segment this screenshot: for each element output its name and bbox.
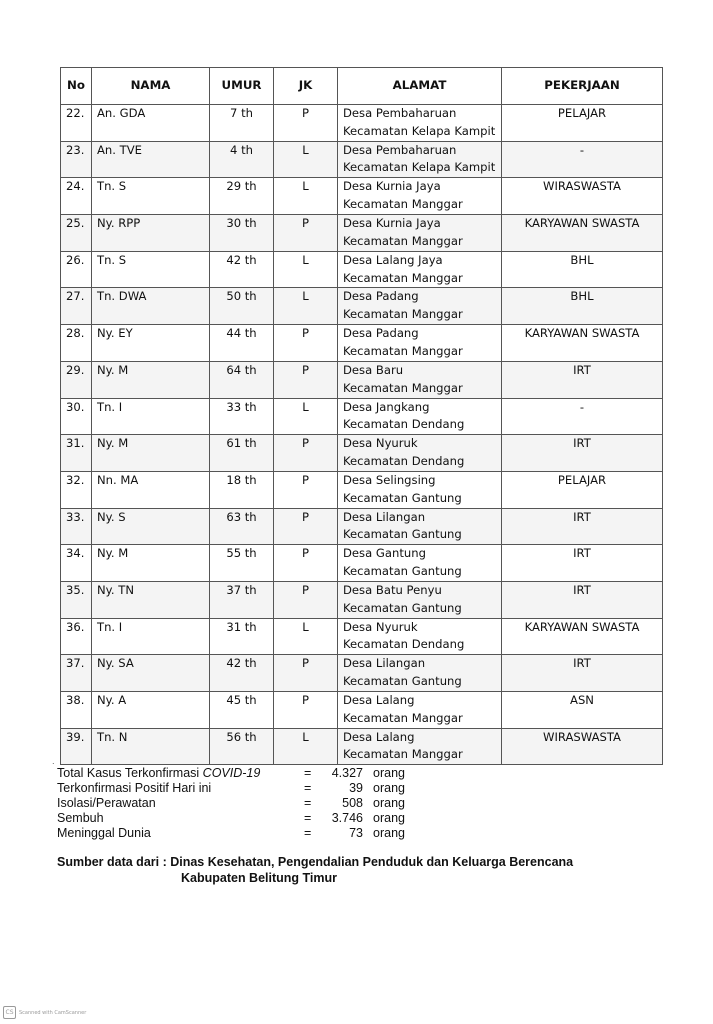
cell-jk: P	[274, 692, 338, 729]
cell-no: 36.	[61, 618, 92, 655]
header-alamat: ALAMAT	[338, 68, 502, 105]
alamat-desa: Desa Baru	[343, 362, 404, 377]
cell-jk: P	[274, 471, 338, 508]
alamat-desa: Desa Lalang Jaya	[343, 252, 443, 267]
summary-row	[57, 811, 417, 826]
cell-pekerjaan: IRT	[502, 545, 663, 582]
cell-umur: 56 th	[210, 728, 274, 765]
alamat-kecamatan: Kecamatan Gantung	[343, 490, 462, 505]
cell-alamat	[338, 178, 502, 215]
alamat-desa: Desa Nyuruk	[343, 619, 418, 634]
alamat-kecamatan: Kecamatan Dendang	[343, 453, 465, 468]
cell-no: 39.	[61, 728, 92, 765]
alamat-desa: Desa Padang	[343, 289, 419, 304]
table-row	[61, 618, 663, 655]
table-row	[61, 655, 663, 692]
source-line-1: Sumber data dari : Dinas Kesehatan, Pengendalian Penduduk dan Keluarga Berencana	[57, 855, 574, 869]
cell-alamat	[338, 655, 502, 692]
cell-alamat	[338, 581, 502, 618]
summary-equals: =	[304, 811, 312, 825]
table-body	[61, 105, 663, 765]
cell-umur: 64 th	[210, 361, 274, 398]
cell-alamat	[338, 398, 502, 435]
cell-umur: 30 th	[210, 215, 274, 252]
alamat-kecamatan: Kecamatan Manggar	[343, 747, 463, 762]
cell-alamat	[338, 508, 502, 545]
alamat-kecamatan: Kecamatan Manggar	[343, 343, 463, 358]
summary-value: 73	[349, 826, 363, 840]
cell-no: 26.	[61, 251, 92, 288]
cell-pekerjaan: PELAJAR	[502, 471, 663, 508]
cell-nama: An. TVE	[92, 141, 210, 178]
cell-nama: An. GDA	[92, 105, 210, 142]
cell-pekerjaan: PELAJAR	[502, 105, 663, 142]
cell-pekerjaan: -	[502, 398, 663, 435]
alamat-kecamatan: Kecamatan Manggar	[343, 380, 463, 395]
summary-equals: =	[304, 766, 312, 780]
cell-alamat	[338, 251, 502, 288]
alamat-kecamatan: Kecamatan Gantung	[343, 527, 462, 542]
table-row	[61, 398, 663, 435]
data-source-note	[57, 854, 573, 886]
header-nama: NAMA	[92, 68, 210, 105]
table-row	[61, 325, 663, 362]
cell-jk: L	[274, 618, 338, 655]
cell-jk: P	[274, 105, 338, 142]
summary-label: Isolasi/Perawatan	[57, 796, 156, 810]
cell-pekerjaan: -	[502, 141, 663, 178]
summary-row	[57, 796, 417, 811]
cell-jk: P	[274, 545, 338, 582]
table-row	[61, 435, 663, 472]
table-row	[61, 692, 663, 729]
cell-alamat	[338, 471, 502, 508]
cell-umur: 50 th	[210, 288, 274, 325]
table-row	[61, 288, 663, 325]
alamat-desa: Desa Padang	[343, 326, 419, 341]
cell-alamat	[338, 288, 502, 325]
cell-no: 34.	[61, 545, 92, 582]
cell-jk: L	[274, 251, 338, 288]
cell-jk: P	[274, 508, 338, 545]
cell-no: 27.	[61, 288, 92, 325]
table-row	[61, 215, 663, 252]
alamat-kecamatan: Kecamatan Gantung	[343, 600, 462, 615]
cell-nama: Ny. RPP	[92, 215, 210, 252]
cell-pekerjaan: IRT	[502, 361, 663, 398]
summary-block	[57, 766, 417, 841]
table-row	[61, 471, 663, 508]
cell-umur: 42 th	[210, 251, 274, 288]
header-pekerjaan: PEKERJAAN	[502, 68, 663, 105]
cell-pekerjaan: ASN	[502, 692, 663, 729]
cell-nama: Tn. S	[92, 251, 210, 288]
cell-jk: L	[274, 178, 338, 215]
cell-nama: Ny. TN	[92, 581, 210, 618]
cell-pekerjaan: KARYAWAN SWASTA	[502, 325, 663, 362]
cell-nama: Ny. S	[92, 508, 210, 545]
cell-alamat	[338, 545, 502, 582]
camscanner-logo-icon: CS	[3, 1006, 16, 1019]
summary-value: 4.327	[331, 766, 363, 780]
cell-nama: Ny. M	[92, 361, 210, 398]
summary-unit: orang	[373, 781, 405, 795]
cell-jk: L	[274, 288, 338, 325]
cell-no: 31.	[61, 435, 92, 472]
header-umur: UMUR	[210, 68, 274, 105]
cell-jk: P	[274, 655, 338, 692]
cell-pekerjaan: IRT	[502, 508, 663, 545]
cell-no: 25.	[61, 215, 92, 252]
alamat-kecamatan: Kecamatan Dendang	[343, 417, 465, 432]
table-row	[61, 105, 663, 142]
scanner-watermark	[3, 1006, 86, 1019]
alamat-kecamatan: Kecamatan Gantung	[343, 564, 462, 579]
cell-nama: Ny. EY	[92, 325, 210, 362]
table-row	[61, 251, 663, 288]
cell-alamat	[338, 105, 502, 142]
summary-row	[57, 766, 417, 781]
cell-no: 23.	[61, 141, 92, 178]
cell-umur: 33 th	[210, 398, 274, 435]
cell-jk: L	[274, 398, 338, 435]
alamat-desa: Desa Nyuruk	[343, 436, 418, 451]
cell-no: 28.	[61, 325, 92, 362]
cell-alamat	[338, 141, 502, 178]
summary-equals: =	[304, 796, 312, 810]
cell-pekerjaan: WIRASWASTA	[502, 178, 663, 215]
cell-alamat	[338, 325, 502, 362]
scan-speck: .	[52, 757, 55, 766]
alamat-desa: Desa Pembaharuan	[343, 142, 457, 157]
alamat-kecamatan: Kecamatan Dendang	[343, 637, 465, 652]
cell-jk: P	[274, 215, 338, 252]
summary-value: 39	[349, 781, 363, 795]
cell-alamat	[338, 435, 502, 472]
alamat-desa: Desa Jangkang	[343, 399, 430, 414]
summary-equals: =	[304, 781, 312, 795]
cell-nama: Ny. SA	[92, 655, 210, 692]
alamat-desa: Desa Batu Penyu	[343, 582, 442, 597]
cell-umur: 45 th	[210, 692, 274, 729]
alamat-desa: Desa Lilangan	[343, 509, 426, 524]
cell-alamat	[338, 215, 502, 252]
summary-row	[57, 781, 417, 796]
cell-jk: P	[274, 435, 338, 472]
alamat-kecamatan: Kecamatan Manggar	[343, 197, 463, 212]
cell-nama: Ny. A	[92, 692, 210, 729]
alamat-kecamatan: Kecamatan Kelapa Kampit	[343, 123, 496, 138]
summary-label: Sembuh	[57, 811, 104, 825]
cell-jk: L	[274, 141, 338, 178]
cell-alamat	[338, 728, 502, 765]
table-row	[61, 178, 663, 215]
cell-nama: Tn. DWA	[92, 288, 210, 325]
alamat-kecamatan: Kecamatan Manggar	[343, 307, 463, 322]
cell-no: 22.	[61, 105, 92, 142]
summary-label: Total Kasus Terkonfirmasi COVID-19	[57, 766, 261, 780]
cell-umur: 55 th	[210, 545, 274, 582]
cell-no: 37.	[61, 655, 92, 692]
summary-value: 3.746	[331, 811, 363, 825]
alamat-desa: Desa Pembaharuan	[343, 106, 457, 120]
table-row	[61, 728, 663, 765]
table-row	[61, 141, 663, 178]
cell-umur: 31 th	[210, 618, 274, 655]
cell-jk: P	[274, 581, 338, 618]
cell-pekerjaan: KARYAWAN SWASTA	[502, 618, 663, 655]
alamat-desa: Desa Lalang	[343, 729, 415, 744]
table-row	[61, 361, 663, 398]
alamat-kecamatan: Kecamatan Manggar	[343, 710, 463, 725]
cell-nama: Nn. MA	[92, 471, 210, 508]
cell-pekerjaan: IRT	[502, 435, 663, 472]
cell-pekerjaan: KARYAWAN SWASTA	[502, 215, 663, 252]
cell-jk: L	[274, 728, 338, 765]
summary-equals: =	[304, 826, 312, 840]
cell-umur: 44 th	[210, 325, 274, 362]
alamat-desa: Desa Kurnia Jaya	[343, 179, 441, 194]
cell-pekerjaan: IRT	[502, 655, 663, 692]
cell-pekerjaan: WIRASWASTA	[502, 728, 663, 765]
cell-nama: Tn. N	[92, 728, 210, 765]
cell-alamat	[338, 361, 502, 398]
summary-row	[57, 826, 417, 841]
cell-jk: P	[274, 325, 338, 362]
header-no: No	[61, 68, 92, 105]
cell-umur: 29 th	[210, 178, 274, 215]
summary-unit: orang	[373, 766, 405, 780]
cell-alamat	[338, 692, 502, 729]
cell-nama: Ny. M	[92, 545, 210, 582]
alamat-kecamatan: Kecamatan Manggar	[343, 233, 463, 248]
source-line-2: Kabupaten Belitung Timur	[181, 871, 338, 885]
summary-label: Meninggal Dunia	[57, 826, 151, 840]
cell-umur: 4 th	[210, 141, 274, 178]
alamat-kecamatan: Kecamatan Kelapa Kampit	[343, 160, 496, 175]
cell-umur: 42 th	[210, 655, 274, 692]
cell-nama: Tn. I	[92, 618, 210, 655]
cell-no: 24.	[61, 178, 92, 215]
cell-no: 38.	[61, 692, 92, 729]
cell-umur: 18 th	[210, 471, 274, 508]
cell-umur: 63 th	[210, 508, 274, 545]
cell-no: 29.	[61, 361, 92, 398]
scanner-watermark-text: Scanned with CamScanner	[19, 1009, 87, 1016]
cell-no: 30.	[61, 398, 92, 435]
summary-label: Terkonfirmasi Positif Hari ini	[57, 781, 212, 795]
alamat-desa: Desa Gantung	[343, 546, 426, 561]
cell-umur: 37 th	[210, 581, 274, 618]
table-row	[61, 508, 663, 545]
table-row	[61, 581, 663, 618]
cell-nama: Tn. S	[92, 178, 210, 215]
header-jk: JK	[274, 68, 338, 105]
cell-umur: 61 th	[210, 435, 274, 472]
patient-table	[60, 67, 663, 765]
cell-jk: P	[274, 361, 338, 398]
alamat-desa: Desa Lilangan	[343, 656, 426, 671]
cell-alamat	[338, 618, 502, 655]
alamat-kecamatan: Kecamatan Gantung	[343, 674, 462, 689]
cell-no: 35.	[61, 581, 92, 618]
cell-pekerjaan: BHL	[502, 288, 663, 325]
cell-pekerjaan: IRT	[502, 581, 663, 618]
summary-unit: orang	[373, 811, 405, 825]
cell-umur: 7 th	[210, 105, 274, 142]
cell-no: 32.	[61, 471, 92, 508]
table-header-row	[61, 68, 663, 105]
summary-value: 508	[342, 796, 363, 810]
table-row	[61, 545, 663, 582]
cell-pekerjaan: BHL	[502, 251, 663, 288]
cell-no: 33.	[61, 508, 92, 545]
alamat-kecamatan: Kecamatan Manggar	[343, 270, 463, 285]
alamat-desa: Desa Lalang	[343, 693, 415, 707]
summary-unit: orang	[373, 826, 405, 840]
alamat-desa: Desa Selingsing	[343, 472, 436, 487]
cell-nama: Ny. M	[92, 435, 210, 472]
summary-unit: orang	[373, 796, 405, 810]
cell-nama: Tn. I	[92, 398, 210, 435]
alamat-desa: Desa Kurnia Jaya	[343, 216, 441, 231]
